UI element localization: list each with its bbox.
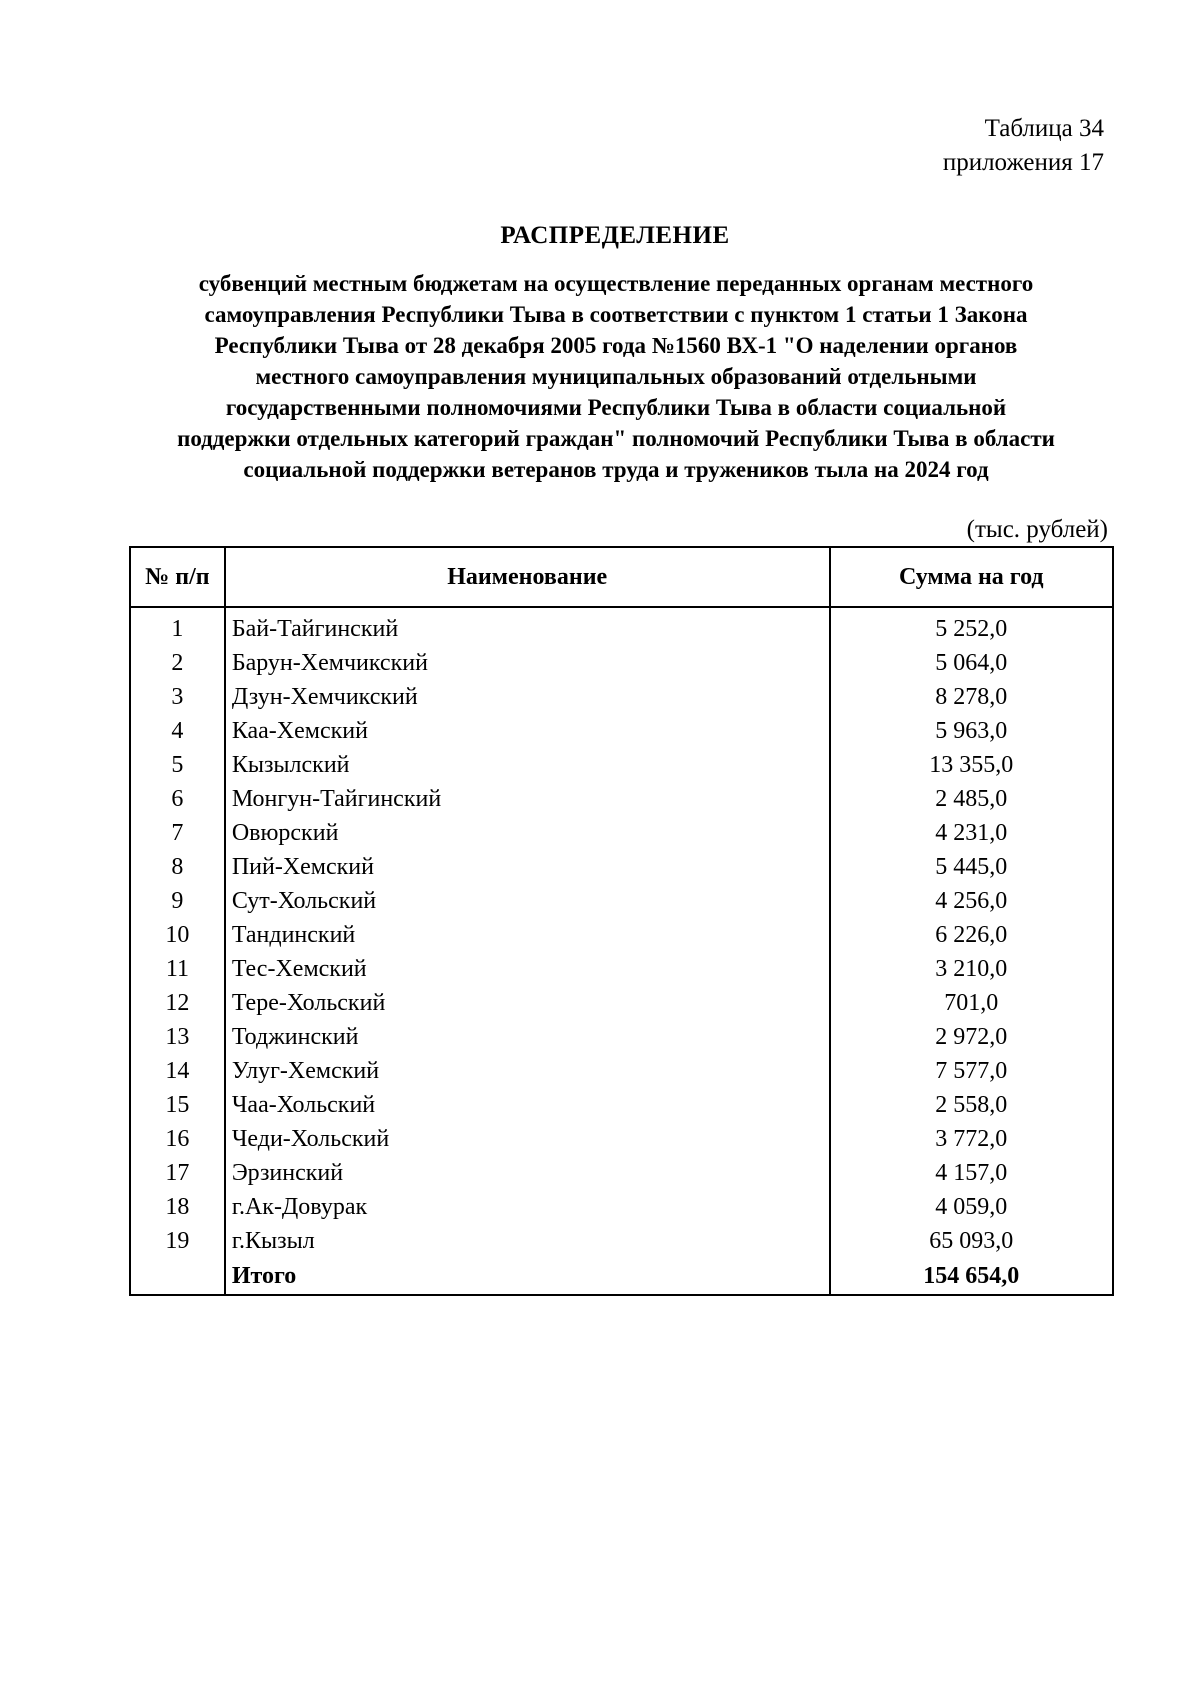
table-row [130, 816, 1113, 850]
table-cell-num: 17 [130, 1156, 225, 1190]
table-cell-name: Тандинский [225, 918, 830, 952]
table-row [130, 680, 1113, 714]
table-cell-amt: 2 485,0 [830, 782, 1113, 816]
subtitle-line: местного самоуправления муниципальных образований отдельными [255, 364, 977, 389]
table-cell-num: 9 [130, 884, 225, 918]
subtitle-line: социальной поддержки ветеранов труда и тружеников тыла на 2024 год [243, 457, 989, 482]
column-header-number: № п/п [130, 547, 225, 607]
column-header-name: Наименование [225, 547, 830, 607]
table-cell-num: 5 [130, 748, 225, 782]
table-cell-amt: 6 226,0 [830, 918, 1113, 952]
table-cell-amt: 5 445,0 [830, 850, 1113, 884]
subtitle-line: субвенций местным бюджетам на осуществление переданных органам местного [198, 271, 1034, 296]
table-cell-num: 2 [130, 646, 225, 680]
table-row [130, 918, 1113, 952]
table-cell-num: 15 [130, 1088, 225, 1122]
table-cell-num: 19 [130, 1224, 225, 1258]
table-cell-amt: 2 972,0 [830, 1020, 1113, 1054]
table-row [130, 1020, 1113, 1054]
table-cell-amt: 5 252,0 [830, 607, 1113, 646]
table-cell-amt: 4 231,0 [830, 816, 1113, 850]
table-cell-num: 14 [130, 1054, 225, 1088]
table-number: Таблица 34 [984, 115, 1104, 142]
table-cell-num: 8 [130, 850, 225, 884]
table-cell-name: Чаа-Хольский [225, 1088, 830, 1122]
table-cell-amt: 8 278,0 [830, 680, 1113, 714]
table-cell-name: Каа-Хемский [225, 714, 830, 748]
table-row [130, 1190, 1113, 1224]
column-header-amount: Сумма на год [830, 547, 1113, 607]
table-row [130, 1054, 1113, 1088]
table-cell-num: 12 [130, 986, 225, 1020]
table-row [130, 646, 1113, 680]
table-cell-amt: 4 256,0 [830, 884, 1113, 918]
table-cell-amt: 4 157,0 [830, 1156, 1113, 1190]
table-cell-name: Тоджинский [225, 1020, 830, 1054]
table-cell-num: 6 [130, 782, 225, 816]
table-cell-num: 18 [130, 1190, 225, 1224]
table-cell-amt: 5 064,0 [830, 646, 1113, 680]
table-cell-name: Пий-Хемский [225, 850, 830, 884]
table-row [130, 714, 1113, 748]
table-cell-name: г.Кызыл [225, 1224, 830, 1258]
table-cell-num: 4 [130, 714, 225, 748]
table-cell-amt: 13 355,0 [830, 748, 1113, 782]
table-row [130, 1088, 1113, 1122]
distribution-table [129, 546, 1114, 1296]
total-row [130, 1258, 1113, 1295]
table-row [130, 1122, 1113, 1156]
table-cell-num [130, 1258, 225, 1295]
table-cell-name: Монгун-Тайгинский [225, 782, 830, 816]
table-cell-amt: 5 963,0 [830, 714, 1113, 748]
table-cell-num: 13 [130, 1020, 225, 1054]
table-header-row [130, 547, 1113, 607]
units-label: (тыс. рублей) [966, 516, 1108, 543]
table-cell-amt: 2 558,0 [830, 1088, 1113, 1122]
table-cell-name: Тес-Хемский [225, 952, 830, 986]
table-row [130, 748, 1113, 782]
table-reference [943, 112, 1104, 180]
subtitle-line: государственными полномочиями Республики Тыва в области социальной [225, 395, 1007, 420]
document-title: РАСПРЕДЕЛЕНИЕ [500, 222, 730, 249]
table-cell-name: Эрзинский [225, 1156, 830, 1190]
table-row [130, 986, 1113, 1020]
table-cell-num: 7 [130, 816, 225, 850]
table-cell-name: Бай-Тайгинский [225, 607, 830, 646]
appendix-number: приложения 17 [942, 149, 1104, 176]
table-row [130, 884, 1113, 918]
table-cell-num: 3 [130, 680, 225, 714]
table-row [130, 607, 1113, 646]
document-subtitle [118, 268, 1114, 485]
table-row [130, 782, 1113, 816]
table-cell-amt: 3 210,0 [830, 952, 1113, 986]
table-cell-amt: 7 577,0 [830, 1054, 1113, 1088]
table-cell-num: 16 [130, 1122, 225, 1156]
table-cell-name: Барун-Хемчикский [225, 646, 830, 680]
table-cell-amt: 3 772,0 [830, 1122, 1113, 1156]
table-cell-num: 10 [130, 918, 225, 952]
table-row [130, 1156, 1113, 1190]
table-row [130, 1224, 1113, 1258]
table-cell-amt: 65 093,0 [830, 1224, 1113, 1258]
table-cell-amt: 701,0 [830, 986, 1113, 1020]
table-cell-amt: 154 654,0 [830, 1258, 1113, 1295]
table-cell-name: Дзун-Хемчикский [225, 680, 830, 714]
table-cell-num: 1 [130, 607, 225, 646]
subtitle-line: Республики Тыва от 28 декабря 2005 года №1560 ВХ-1 "О наделении органов [214, 333, 1018, 358]
table-cell-name: г.Ак-Довурак [225, 1190, 830, 1224]
table-cell-name: Кызылский [225, 748, 830, 782]
table-row [130, 952, 1113, 986]
table-cell-name: Улуг-Хемский [225, 1054, 830, 1088]
table-row [130, 850, 1113, 884]
table-cell-name: Сут-Хольский [225, 884, 830, 918]
subtitle-line: самоуправления Республики Тыва в соответствии с пунктом 1 статьи 1 Закона [204, 302, 1028, 327]
table-cell-name: Овюрский [225, 816, 830, 850]
table-cell-name: Итого [225, 1258, 830, 1295]
subtitle-line: поддержки отдельных категорий граждан" полномочий Республики Тыва в области [177, 426, 1055, 451]
table-cell-num: 11 [130, 952, 225, 986]
table-cell-name: Тере-Хольский [225, 986, 830, 1020]
table-cell-name: Чеди-Хольский [225, 1122, 830, 1156]
table-cell-amt: 4 059,0 [830, 1190, 1113, 1224]
